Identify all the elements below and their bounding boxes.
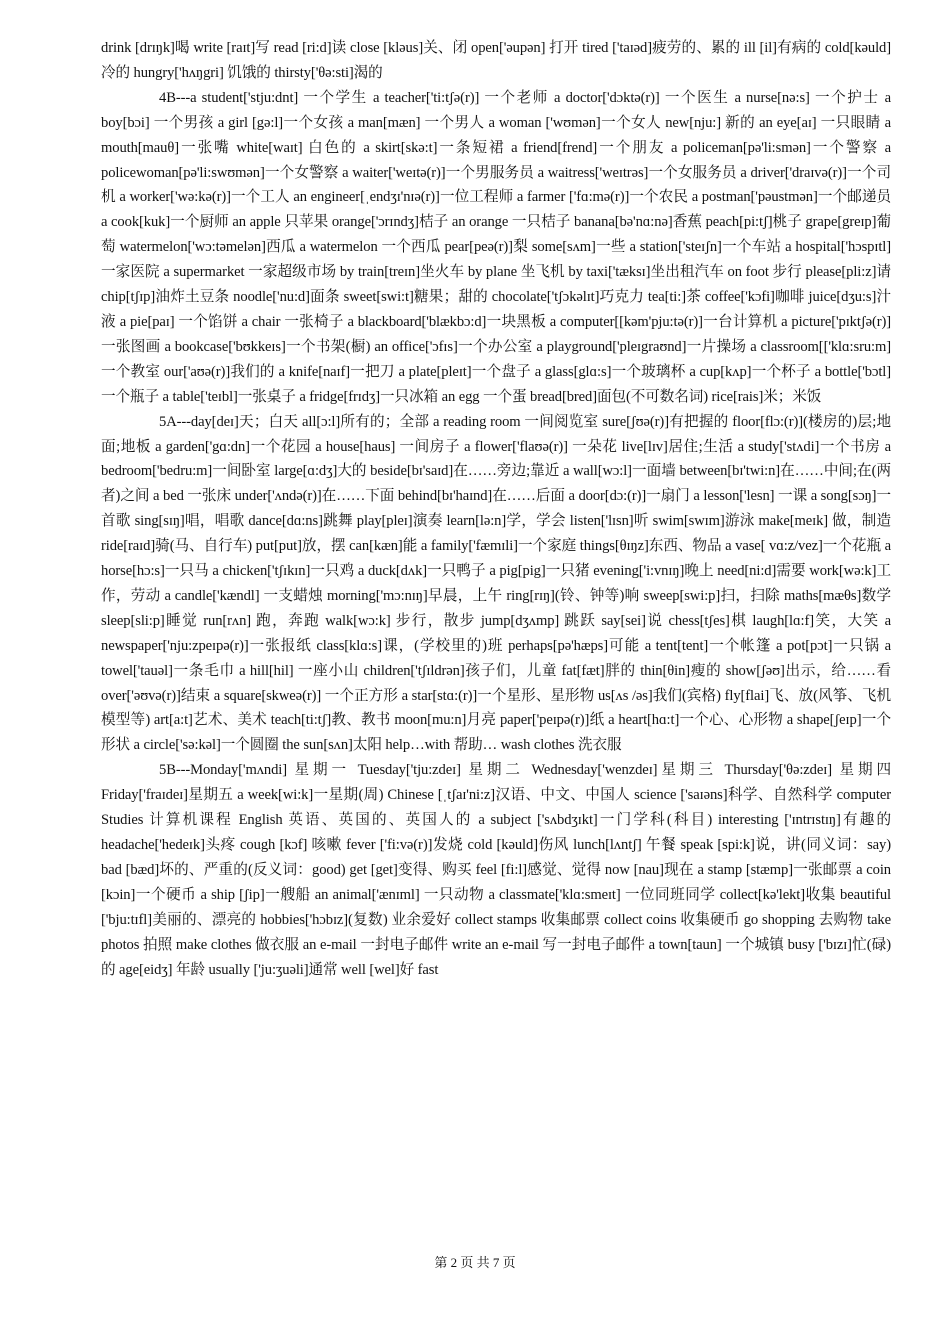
paragraph-5b: 5B---Monday['mʌndi] 星期一 Tuesday['tju:zdeɪ] 星期二 Wednesday['wenzdeɪ]星期三 Thursday['θə:zdeɪ] 星期四 Friday['fraɪdeɪ]星期五 a week[wi:k]一星期(周) Chinese [ˌtʃaɪ'ni:z]汉语、中文、中国人 science ['saɪəns]科学、自然科学 computer Studies 计算机课程 English 英语、英国的、英国人的 a subject ['sʌbdʒɪkt]一门学科(科目) interesting ['ɪntrɪstɪŋ]有趣的 headache['hedeɪk]头疼 cough [kɔf] 咳嗽 fever ['fi:və(r)]发烧 cold [kəuld]伤风 lunch[lʌntʃ] 午餐 speak [spi:k]说，讲(同义词：say) bad [bæd]坏的、严重的(反义词：good) get [get]变得、购买 feel [fi:l]感觉、觉得 now [nau]现在 a stamp [stæmp]一张邮票 a coin [kɔin]一个硬币 a ship [ʃip]一艘船 an animal['ænɪml] 一只动物 a classmate['klɑ:smeɪt] 一位同班同学 collect[kə'lekt]收集 beautiful ['bju:tɪfl]美丽的、漂亮的 hobbies['hɔbɪz](复数) 业余爱好 collect stamps 收集邮票 collect coins 收集硬币 go shopping 去购物 take photos 拍照 make clothes 做衣服 an e-mail 一封电子邮件 write an e-mail 写一封电子邮件 a town[taun] 一个城镇 busy ['bɪzɪ]忙(碌)的 age[eidʒ] 年龄 usually ['ju:ʒuəli]通常 well [wel]好 fast — [101, 762, 891, 978]
paragraph-4b: 4B---a student['stju:dnt] 一个学生 a teacher['ti:tʃə(r)] 一个老师 a doctor['dɔktə(r)] 一个医生 a nurse[nə:s] 一个护士 a boy[bɔi] 一个男孩 a girl [gə:l]一个女孩 a man[mæn] 一个男人 a woman ['wʊmən]一个女人 new[nju:] 新的 an eye[aɪ] 一只眼睛 a mouth[mauθ]一张嘴 white[waɪt] 白色的 a skirt[skə:t]一条短裙 a friend[frend]一个朋友 a policeman[pə'li:smən]一个警察 a policewoman[pə'li:swʊmən]一个女警察 a waiter['weɪtə(r)]一个男服务员 a waitress['weɪtrəs]一个女服务员 a driver['draɪvə(r)]一个司机 a worker['wə:kə(r)]一个工人 an engineer[ˌendʒɪ'nɪə(r)]一位工程师 a farmer ['fɑ:mə(r)]一个农民 a postman['pəustmən]一个邮递员 a cook[kuk]一个厨师 an apple 只苹果 orange['ɔrɪndʒ]桔子 an orange 一只桔子 banana[bə'nɑ:nə]香蕉 peach[pi:tʃ]桃子 grape[greɪp]葡萄 watermelon['wɔ:təmelən]西瓜 a watermelon 一个西瓜 pear[peə(r)]梨 some[sʌm]一些 a station['steɪʃn]一个车站 a hospital['hɔspɪtl]一家医院 a supermarket 一家超级市场 by train[treɪn]坐火车 by plane 坐飞机 by taxi['tæksɪ]坐出租汽车 on foot 步行 please[pli:z]请 chip[tʃɪp]油炸土豆条 noodle['nu:d]面条 sweet[swi:t]糖果；甜的 chocolate['tʃɔkəlɪt]巧克力 tea[ti:]茶 coffee['kɔfi]咖啡 juice[dʒu:s]汁液 a pie[paɪ] 一个馅饼 a chair 一张椅子 a blackboard['blækbɔ:d]一块黑板 a computer[[kəm'pju:tə(r)]一台计算机 a picture['pɪktʃə(r)]一张图画 a bookcase['bʊkkeɪs]一个书架(橱) an office['ɔfɪs]一个办公室 a playground['pleɪgraʊnd]一片操场 a classroom[['klɑ:sru:m]一个教室 our['aʊə(r)]我们的 a knife[naɪf]一把刀 a plate[pleɪt]一个盘子 a glass[glɑ:s]一个玻璃杯 a cup[kʌp]一个杯子 a bottle['bɔtl]一个瓶子 a table['teɪbl]一张桌子 a fridge[frɪdʒ]一只冰箱 an egg 一个蛋 bread[bred]面包(不可数名词) rice[rais]米；米饭 — [101, 89, 891, 405]
page-footer: 第 2 页 共 7 页 — [434, 1255, 516, 1270]
document-body — [101, 36, 891, 982]
paragraph-5a: 5A---day[deɪ]天；白天 all[ɔ:l]所有的；全部 a reading room 一间阅览室 sure[ʃʊə(r)]有把握的 floor[flɔ:(r)](楼房的)层;地面;地板 a garden['gɑ:dn]一个花园 a house[haus] 一间房子 a flower['flaʊə(r)] 一朵花 live[lɪv]居住;生活 a study['stʌdi]一个书房 a bedroom['bedru:m]一间卧室 large[ɑ:dʒ]大的 beside[bɪ'saɪd]在……旁边;靠近 a wall[wɔ:l]一面墙 between[bɪ'twi:n]在……中间;在(两者)之间 a bed 一张床 under['ʌndə(r)]在……下面 behind[bɪ'haɪnd]在……后面 a door[dɔ:(r)]一扇门 a lesson['lesn] 一课 a song[sɔŋ]一首歌 sing[sɪŋ]唱，唱歌 dance[dɑ:ns]跳舞 play[pleɪ]演奏 learn[lə:n]学，学会 listen['lɪsn]听 swim[swɪm]游泳 make[meɪk] 做，制造 ride[raɪd]骑(马、自行车) put[put]放，摆 can[kæn]能 a family['fæmɪli]一个家庭 things[θɪŋz]东西、物品 a vase[ vɑ:z/vez]一个花瓶 a horse[hɔ:s]一只马 a chicken['tʃɪkɪn]一只鸡 a duck[dʌk]一只鸭子 a pig[pig]一只猪 evening['i:vnɪŋ]晚上 need[ni:d]需要 work[wə:k]工作，劳动 a candle['kændl] 一支蜡烛 morning['mɔ:nɪŋ]早晨，上午 ring[rɪŋ](铃、钟等)响 sweep[swi:p]扫，扫除 maths[mæθs]数学 sleep[sli:p]睡觉 run[rʌn] 跑，奔跑 walk[wɔ:k] 步行，散步 jump[dʒʌmp] 跳跃 say[sei]说 chess[tʃes]棋 laugh[lɑ:f]笑，大笑 a newspaper['nju:zpeɪpə(r)]一张报纸 class[klɑ:s]课，(学校里的)班 perhaps[pə'hæps]可能 a tent[tent]一个帐篷 a pot[pɔt]一只锅 a towel['tauəl]一条毛巾 a hill[hil] 一座小山 children['tʃɪldrən]孩子们，儿童 fat[fæt]胖的 thin[θin]瘦的 show[ʃəʊ]出示，给……看 over['əʊvə(r)]结束 a square[skweə(r)] 一个正方形 a star[stɑ:(r)]一个星形、星形物 us[ʌs /əs]我们(宾格) fly[flai]飞、放(风筝、飞机模型等) art[a:t]艺术、美术 teach[ti:tʃ]教、教书 moon[mu:n]月亮 paper['peɪpə(r)]纸 a heart[hɑ:t]一个心、心形物 a shape[ʃeɪp]一个形状 a circle['sə:kəl]一个圆圈 the sun[sʌn]太阳 help…with 帮助… wash clothes 洗衣服 — [101, 413, 891, 754]
paragraph-4a-continued: drink [drɪŋk]喝 write [raɪt]写 read [ri:d]读 close [kləus]关、闭 open['əupən] 打开 tired ['taɪəd]疲劳的、累的 ill [il]有病的 cold[kəuld] 冷的 hungry['hʌŋgri] 饥饿的 thirsty['θə:sti]渴的 — [101, 40, 891, 81]
